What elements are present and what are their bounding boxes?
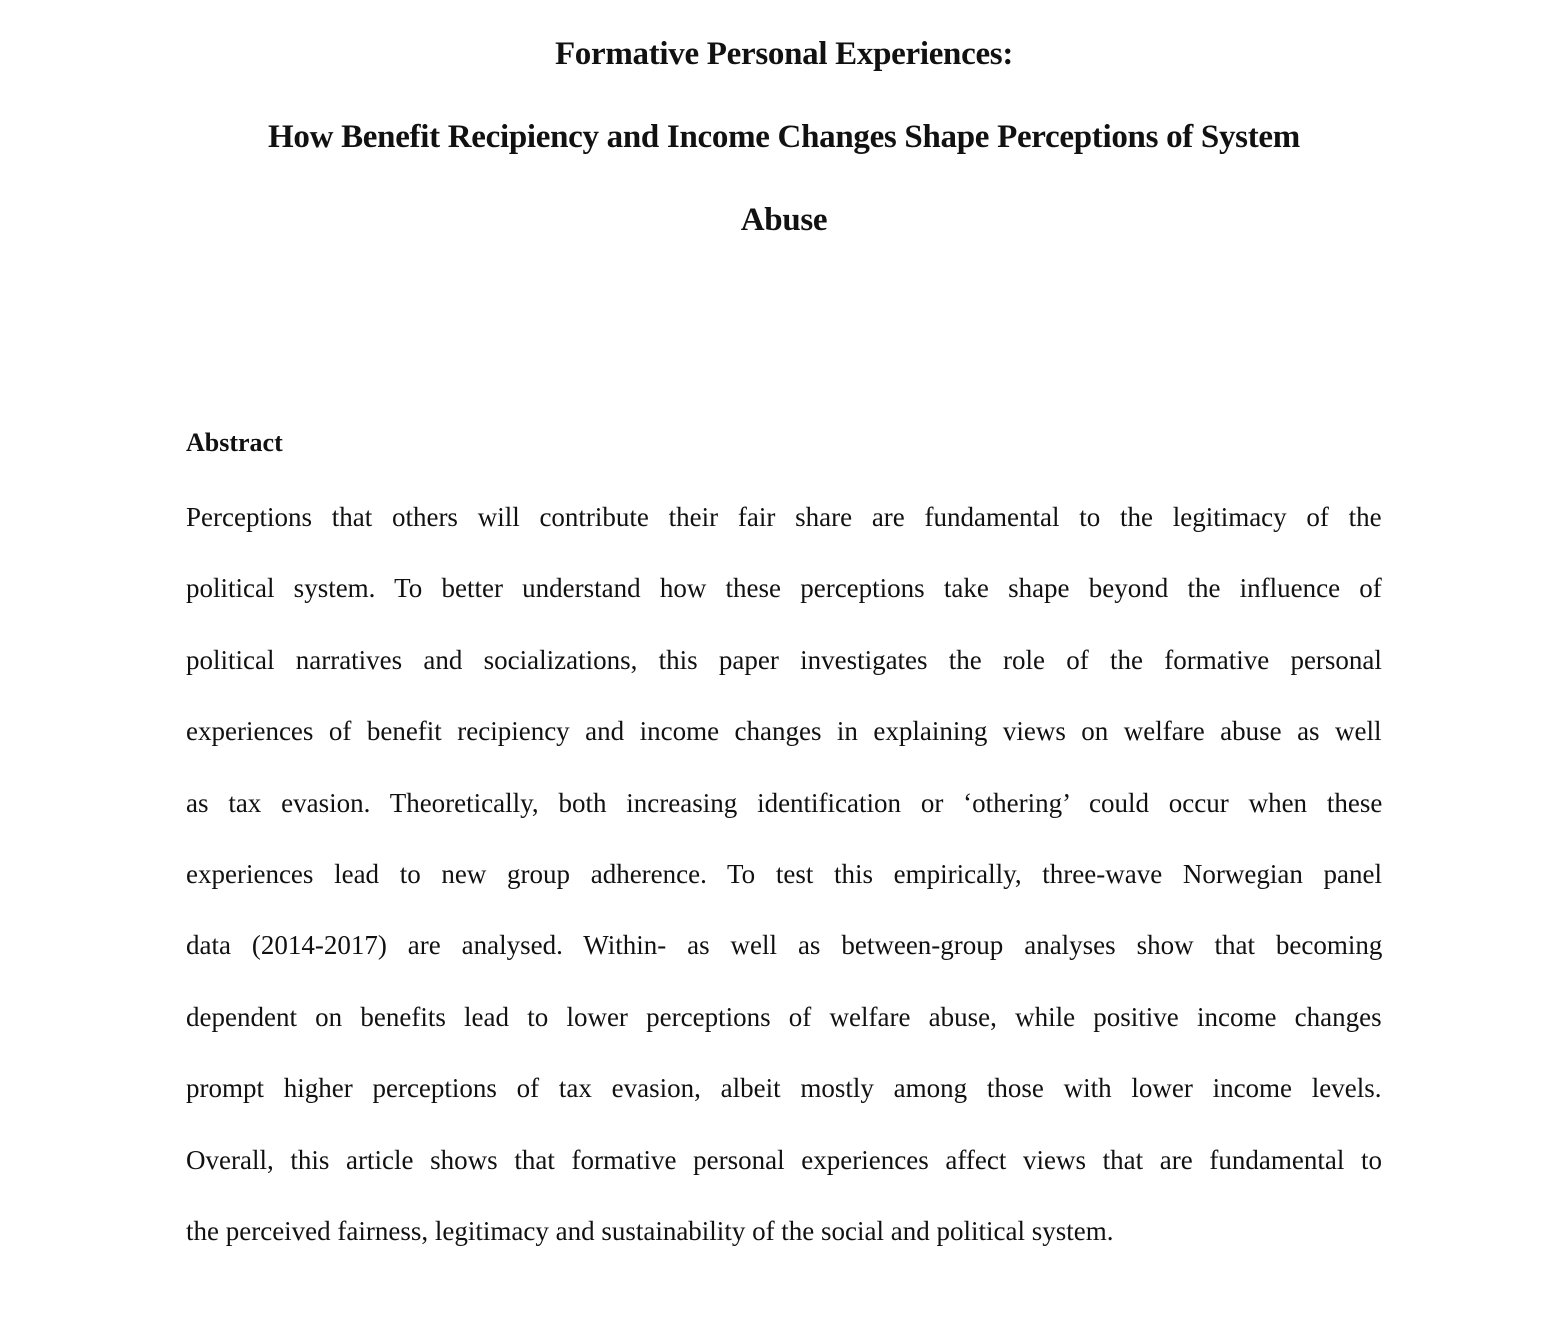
- abstract-line: experiences lead to new group adherence. To test this empirically, three-wave Norwegian panel: [186, 858, 1382, 889]
- abstract-line: data (2014-2017) are analysed. Within- as well as between-group analyses show that becoming: [186, 930, 1383, 961]
- abstract-heading: Abstract: [186, 428, 283, 457]
- abstract-line: Perceptions that others will contribute their fair share are fundamental to the legitimacy of the: [186, 502, 1382, 532]
- abstract-line: political narratives and socializations, this paper investigates the role of the formative personal: [186, 644, 1382, 675]
- abstract-line: dependent on benefits lead to lower perceptions of welfare abuse, while positive income changes: [186, 1001, 1382, 1032]
- abstract-body: [186, 497, 1382, 1282]
- abstract-line: the perceived fairness, legitimacy and sustainability of the social and political system.: [186, 1215, 1114, 1246]
- paper-title-line-2: How Benefit Recipiency and Income Changes Shape Perceptions of System: [268, 119, 1300, 155]
- abstract-line: experiences of benefit recipiency and income changes in explaining views on welfare abuse as well: [186, 716, 1382, 747]
- paper-title-line-3: Abuse: [740, 202, 828, 238]
- abstract-line: prompt higher perceptions of tax evasion, albeit mostly among those with lower income levels.: [186, 1073, 1382, 1104]
- abstract-line: political system. To better understand how these perceptions take shape beyond the influence of: [186, 573, 1382, 604]
- abstract-line: Overall, this article shows that formative personal experiences affect views that are fundamental to: [186, 1144, 1383, 1175]
- abstract-line: as tax evasion. Theoretically, both increasing identification or ‘othering’ could occur when these: [186, 787, 1383, 818]
- paper-title-line-1: Formative Personal Experiences:: [554, 36, 1014, 72]
